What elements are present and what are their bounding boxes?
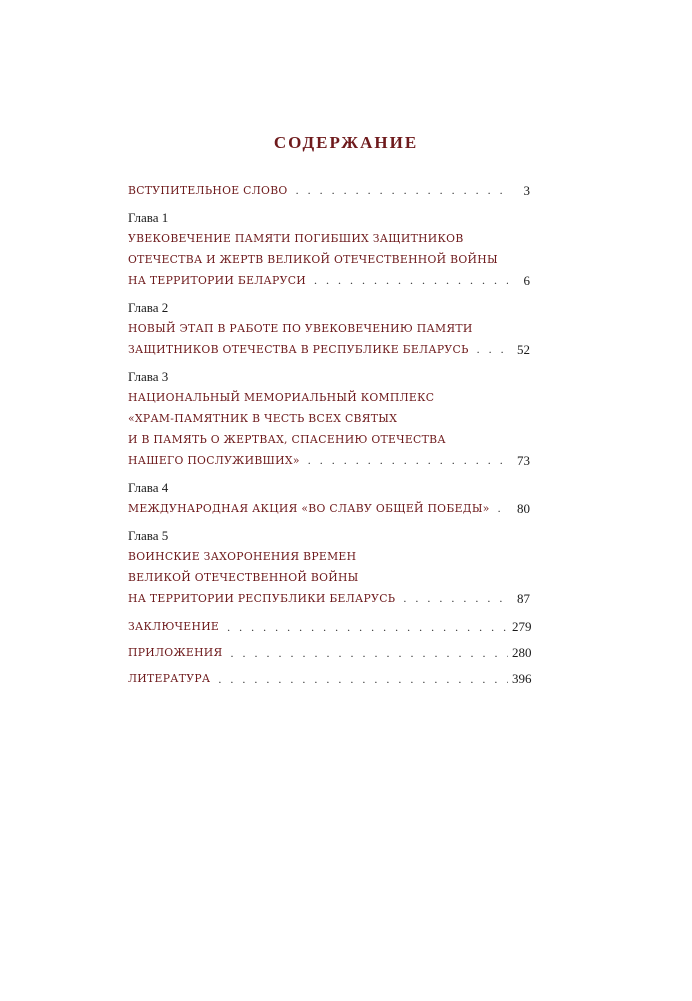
toc-entry-chapter-5[interactable]	[128, 546, 530, 609]
toc-entry-chapter-3[interactable]	[128, 387, 530, 471]
toc-entry-title-line: И В ПАМЯТЬ О ЖЕРТВАХ, СПАСЕНИЮ ОТЕЧЕСТВА	[128, 433, 446, 446]
dot-leader	[403, 588, 508, 609]
dot-leader	[308, 450, 508, 471]
dot-leader	[498, 498, 508, 519]
chapter-label: Глава 1	[128, 210, 169, 225]
toc-entry-title-line: НАШЕГО ПОСЛУЖИВШИХ»	[128, 454, 300, 467]
toc-entry-title: ЛИТЕРАТУРА	[128, 672, 211, 685]
page-number: 80	[517, 501, 530, 516]
dot-leader	[231, 640, 508, 666]
toc-entry-title-line: ОТЕЧЕСТВА И ЖЕРТВ ВЕЛИКОЙ ОТЕЧЕСТВЕННОЙ ВОЙНЫ	[128, 253, 498, 266]
toc-entry-title-line: «ХРАМ-ПАМЯТНИК В ЧЕСТЬ ВСЕХ СВЯТЫХ	[128, 412, 398, 425]
page-title: СОДЕРЖАНИЕ	[273, 133, 419, 152]
chapter-label: Глава 5	[128, 528, 169, 543]
dot-leader	[477, 339, 508, 360]
page-number: 396	[512, 671, 532, 686]
toc-entry-title: ПРИЛОЖЕНИЯ	[128, 646, 223, 659]
toc-entry-title-line: НА ТЕРРИТОРИИ БЕЛАРУСИ	[128, 274, 306, 287]
toc-entry-title: ВСТУПИТЕЛЬНОЕ СЛОВО	[128, 184, 288, 197]
dot-leader	[296, 180, 508, 201]
toc-entry-title-line: ВОИНСКИЕ ЗАХОРОНЕНИЯ ВРЕМЕН	[128, 550, 357, 563]
toc-entry-title-line: ЗАЩИТНИКОВ ОТЕЧЕСТВА В РЕСПУБЛИКЕ БЕЛАРУСЬ	[128, 343, 469, 356]
page-number: 280	[512, 645, 532, 660]
toc-entry-title: ЗАКЛЮЧЕНИЕ	[128, 620, 220, 633]
toc-entry-title-line: УВЕКОВЕЧЕНИЕ ПАМЯТИ ПОГИБШИХ ЗАЩИТНИКОВ	[128, 232, 464, 245]
toc-entry-title-line: ВЕЛИКОЙ ОТЕЧЕСТВЕННОЙ ВОЙНЫ	[128, 571, 359, 584]
toc-entry-title-line: НА ТЕРРИТОРИИ РЕСПУБЛИКИ БЕЛАРУСЬ	[128, 592, 396, 605]
table-of-contents	[128, 180, 530, 692]
toc-entry-conclusion[interactable]	[128, 614, 530, 640]
toc-entry-chapter-2[interactable]	[128, 318, 530, 360]
dot-leader	[218, 666, 508, 692]
page-number: 6	[523, 273, 530, 288]
toc-entry-appendices[interactable]	[128, 640, 530, 666]
toc-entry-chapter-1[interactable]	[128, 228, 530, 291]
dot-leader	[227, 614, 508, 640]
page-number: 73	[517, 453, 530, 468]
toc-entry-title-line: НАЦИОНАЛЬНЫЙ МЕМОРИАЛЬНЫЙ КОМПЛЕКС	[128, 391, 435, 404]
page-number: 279	[512, 619, 532, 634]
page-number: 3	[523, 183, 530, 198]
chapter-label: Глава 4	[128, 480, 169, 495]
toc-entry-literature[interactable]	[128, 666, 530, 692]
chapter-label: Глава 3	[128, 369, 169, 384]
toc-entry-intro[interactable]	[128, 180, 530, 201]
page-number: 87	[517, 591, 530, 606]
toc-entry-title-line: НОВЫЙ ЭТАП В РАБОТЕ ПО УВЕКОВЕЧЕНИЮ ПАМЯТИ	[128, 322, 473, 335]
page-number: 52	[517, 342, 530, 357]
toc-entry-chapter-4[interactable]	[128, 498, 530, 519]
chapter-label: Глава 2	[128, 300, 169, 315]
toc-entry-title-line: МЕЖДУНАРОДНАЯ АКЦИЯ «ВО СЛАВУ ОБЩЕЙ ПОБЕДЫ»	[128, 502, 490, 515]
dot-leader	[314, 270, 508, 291]
